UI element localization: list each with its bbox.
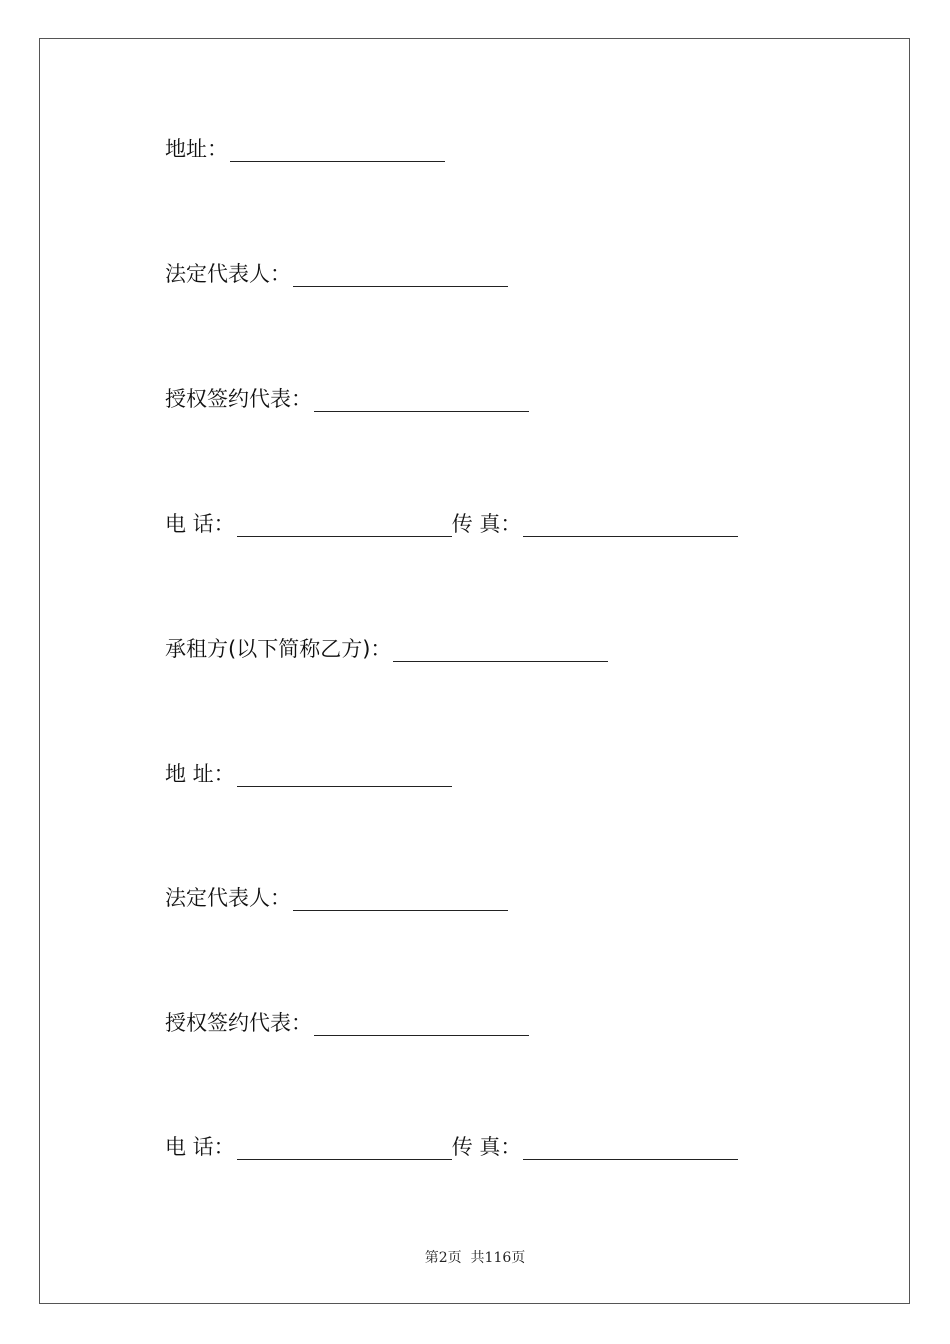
lessee-legal-rep-label: 法定代表人： [165, 886, 291, 910]
lessee-fax-label: 传 真： [451, 1135, 522, 1159]
lessee-legal-rep-blank[interactable] [293, 888, 508, 911]
lessor-address-label: 地址： [165, 137, 228, 161]
lessee-fax-blank[interactable] [523, 1137, 738, 1160]
lessor-address-blank[interactable] [230, 139, 445, 162]
lessor-fax-label: 传 真： [451, 512, 522, 536]
page-border [39, 38, 910, 1304]
lessee-contact-field [165, 1134, 738, 1160]
lessee-auth-rep-blank[interactable] [314, 1013, 529, 1036]
lessee-name-blank[interactable] [393, 639, 608, 662]
lessor-auth-rep-blank[interactable] [314, 389, 529, 412]
lessee-auth-rep-label: 授权签约代表： [165, 1011, 312, 1035]
lessor-phone-label: 电 话： [165, 512, 235, 536]
lessor-legal-rep-label: 法定代表人： [165, 262, 291, 286]
lessor-contact-field [165, 511, 738, 537]
lessee-auth-rep-field [165, 1010, 529, 1036]
lessor-address-field [165, 136, 445, 162]
lessor-auth-rep-label: 授权签约代表： [165, 387, 312, 411]
lessee-address-label: 地 址： [165, 762, 235, 786]
lessor-phone-blank[interactable] [237, 514, 452, 537]
lessee-title-label: 承租方(以下简称乙方)： [165, 637, 392, 661]
lessor-auth-rep-field [165, 386, 529, 412]
page-number-footer: 第2页 共116页 [424, 1250, 526, 1266]
lessor-legal-rep-blank[interactable] [293, 264, 508, 287]
lessee-address-blank[interactable] [237, 764, 452, 787]
lessor-fax-blank[interactable] [523, 514, 738, 537]
lessee-legal-rep-field [165, 885, 508, 911]
lessee-phone-blank[interactable] [237, 1137, 452, 1160]
lessor-legal-rep-field [165, 261, 508, 287]
lessee-title-field [165, 636, 608, 662]
lessee-address-field [165, 761, 452, 787]
lessee-phone-label: 电 话： [165, 1135, 235, 1159]
